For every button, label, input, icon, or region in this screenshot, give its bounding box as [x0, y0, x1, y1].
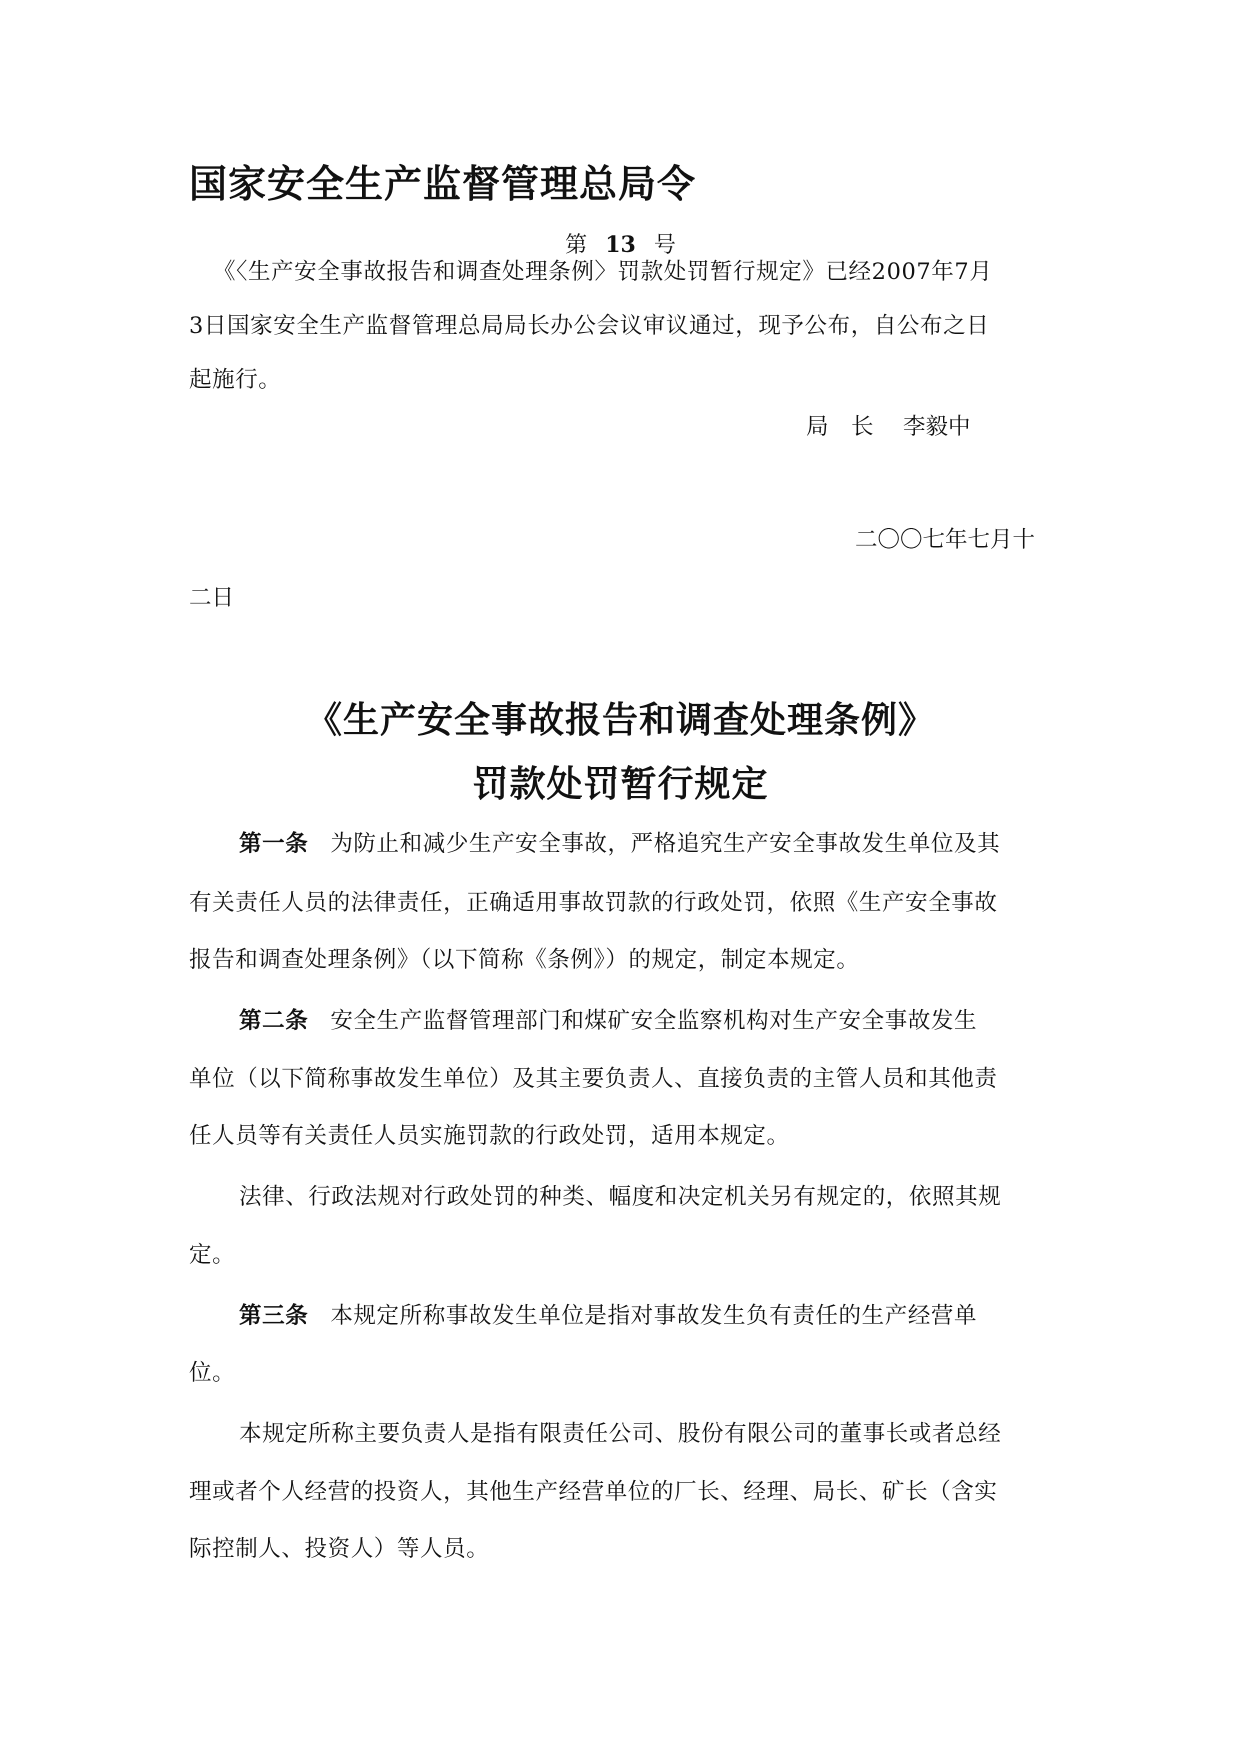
paragraph-line: 定。 [189, 1242, 236, 1268]
paragraph-line: 法律、行政法规对行政处罚的种类、幅度和决定机关另有规定的，依照其规 [239, 1184, 1002, 1210]
order-number-value: 13 [605, 232, 636, 258]
article-3-first-line [239, 1298, 977, 1334]
article-1-first-line [239, 826, 1000, 862]
article-2-first-line [239, 1003, 977, 1039]
order-number-suffix: 号 [653, 233, 676, 258]
intro-line: 3日国家安全生产监督管理总局局长办公会议审议通过，现予公布，自公布之日 [189, 313, 990, 339]
paragraph-line: 本规定所称主要负责人是指有限责任公司、股份有限公司的董事长或者总经 [239, 1421, 1002, 1447]
article-label: 第一条 [239, 831, 309, 857]
regulation-title-line-2: 罚款处罚暂行规定 [472, 763, 769, 805]
paragraph-line: 际控制人、投资人）等人员。 [189, 1536, 490, 1562]
signatory-title: 局 长 [806, 414, 874, 440]
article-text: 安全生产监督管理部门和煤矿安全监察机构对生产安全事故发生 [330, 1008, 978, 1034]
regulation-title-line-1: 《生产安全事故报告和调查处理条例》 [305, 699, 935, 741]
article-line: 报告和调查处理条例》（以下简称《条例》）的规定，制定本规定。 [189, 947, 860, 973]
date-line: 二日 [189, 585, 235, 611]
intro-line: 《〈生产安全事故报告和调查处理条例〉罚款处罚暂行规定》已经2007年7月 [213, 259, 993, 285]
date-line: 二〇〇七年七月十 [855, 527, 1036, 553]
article-text: 本规定所称事故发生单位是指对事故发生负有责任的生产经营单 [330, 1303, 978, 1329]
article-text: 为防止和减少生产安全事故，严格追究生产安全事故发生单位及其 [330, 831, 1001, 857]
article-line: 有关责任人员的法律责任，正确适用事故罚款的行政处罚，依照《生产安全事故 [189, 890, 998, 916]
paragraph-line: 理或者个人经营的投资人，其他生产经营单位的厂长、经理、局长、矿长（含实 [189, 1479, 998, 1505]
order-title: 国家安全生产监督管理总局令 [189, 161, 697, 206]
order-number-prefix: 第 [565, 233, 588, 258]
article-line: 单位（以下简称事故发生单位）及其主要负责人、直接负责的主管人员和其他责 [189, 1066, 998, 1092]
article-label: 第二条 [239, 1008, 309, 1034]
intro-line: 起施行。 [189, 367, 282, 393]
article-label: 第三条 [239, 1303, 309, 1329]
article-line: 任人员等有关责任人员实施罚款的行政处罚，适用本规定。 [189, 1123, 790, 1149]
article-line: 位。 [189, 1360, 236, 1386]
signatory-name: 李毅中 [903, 414, 971, 440]
